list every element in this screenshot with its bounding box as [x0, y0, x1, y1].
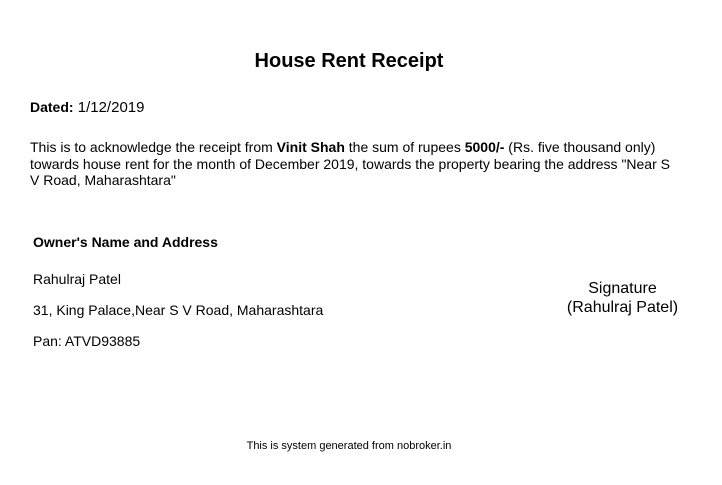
receipt-date	[30, 97, 144, 118]
receipt-title: House Rent Receipt	[254, 50, 444, 72]
signature-block	[555, 279, 690, 317]
signature-name: (Rahulraj Patel)	[566, 299, 679, 316]
owner-pan: Pan: ATVD93885	[33, 333, 141, 349]
body-text-3: (Rs. five thousand only) towards house rent for the month of December 2019, towards the property bearing the address "Near S V Road, Maharashtara"	[30, 139, 670, 188]
rent-amount: 5000/-	[464, 139, 505, 155]
body-text-1: This is to acknowledge the receipt from	[30, 139, 277, 155]
dated-label: Dated:	[30, 99, 74, 115]
body-text-2: the sum of rupees	[344, 139, 465, 155]
dated-value: 1/12/2019	[77, 99, 145, 116]
owner-name: Rahulraj Patel	[33, 271, 121, 287]
footer-note: This is system generated from nobroker.in	[246, 440, 452, 452]
owner-address: 31, King Palace,Near S V Road, Maharashtara	[33, 302, 324, 318]
signature-label: Signature	[588, 280, 657, 297]
tenant-name: Vinit Shah	[276, 139, 345, 155]
acknowledgement-paragraph	[30, 139, 682, 189]
owner-heading: Owner's Name and Address	[33, 234, 218, 250]
